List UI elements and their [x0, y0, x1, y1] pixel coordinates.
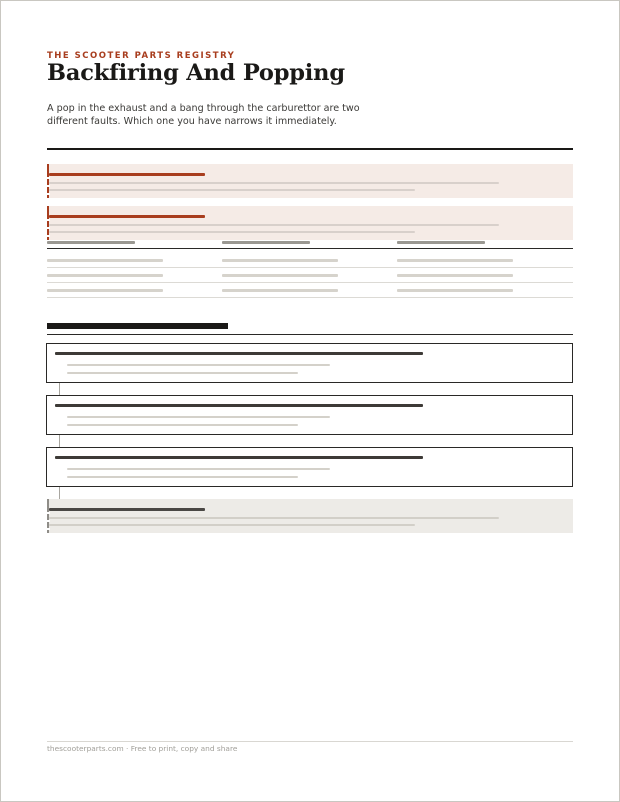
table-cell	[222, 259, 338, 262]
callout-text-placeholder	[49, 182, 499, 184]
header-rule	[47, 148, 573, 150]
step-text-placeholder	[67, 416, 330, 418]
step-text-placeholder	[67, 364, 330, 366]
step-heading-placeholder	[55, 456, 423, 459]
callout-bar-notch	[47, 235, 50, 237]
diagnostic-step	[46, 395, 573, 435]
callout-text-placeholder	[49, 231, 415, 233]
callout-heading-placeholder	[49, 173, 205, 176]
table-header-cell	[47, 241, 135, 244]
table-row-rule	[47, 297, 573, 298]
note-bar-notch	[47, 528, 50, 530]
callout-exhaust-pop	[47, 164, 573, 198]
table-header-cell	[397, 241, 485, 244]
callout-text-placeholder	[49, 189, 415, 191]
diagnostic-step	[46, 447, 573, 487]
note-bar-notch	[47, 512, 50, 514]
callout-heading-placeholder	[49, 215, 205, 218]
table-header-cell	[222, 241, 310, 244]
step-heading-placeholder	[55, 404, 423, 407]
note-text-placeholder	[49, 517, 499, 519]
note-box	[47, 499, 573, 533]
step-connector	[59, 435, 60, 447]
table-cell	[222, 274, 338, 277]
table-cell	[397, 274, 513, 277]
callout-bar-notch	[47, 193, 50, 195]
callout-bar-notch	[47, 227, 50, 229]
callout-text-placeholder	[49, 224, 499, 226]
diagnostic-step	[46, 343, 573, 383]
callout-bar-notch	[47, 185, 50, 187]
footer-rule	[47, 741, 573, 742]
callout-bar-notch	[47, 219, 50, 221]
step-text-placeholder	[67, 468, 330, 470]
publication-kicker: THE SCOOTER PARTS REGISTRY	[47, 51, 236, 61]
callout-carb-bang	[47, 206, 573, 240]
note-text-placeholder	[49, 524, 415, 526]
page-title: Backfiring And Popping	[47, 60, 345, 86]
table-row-rule	[47, 282, 573, 283]
step-connector	[59, 487, 60, 499]
callout-bar-notch	[47, 177, 50, 179]
table-cell	[47, 289, 163, 292]
step-text-placeholder	[67, 424, 298, 426]
section-rule	[47, 334, 573, 335]
note-bar-notch	[47, 520, 50, 522]
step-text-placeholder	[67, 372, 298, 374]
table-row-rule	[47, 267, 573, 268]
step-heading-placeholder	[55, 352, 423, 355]
footer-text: thescooterparts.com · Free to print, copy and share	[47, 744, 238, 753]
table-cell	[47, 274, 163, 277]
table-cell	[222, 289, 338, 292]
table-cell	[397, 259, 513, 262]
intro-paragraph: A pop in the exhaust and a bang through the carburettor are two different faults. Which one you have narrows it immediately.	[47, 103, 360, 127]
note-heading-placeholder	[49, 508, 205, 511]
step-connector	[59, 383, 60, 395]
table-header-rule	[47, 248, 573, 249]
table-cell	[397, 289, 513, 292]
table-cell	[47, 259, 163, 262]
step-text-placeholder	[67, 476, 298, 478]
section-heading-placeholder	[47, 323, 228, 329]
